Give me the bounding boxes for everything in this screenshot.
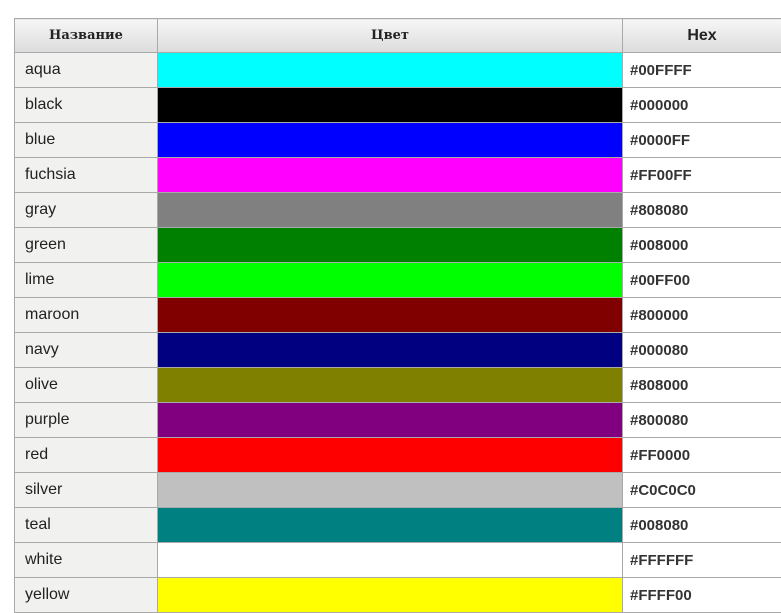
- table-row: [15, 123, 781, 158]
- color-table-container: [14, 18, 781, 613]
- table-row: [15, 403, 781, 438]
- table-header-row: [15, 19, 781, 53]
- color-name-cell: aqua: [15, 53, 158, 88]
- table-row: [15, 543, 781, 578]
- table-row: [15, 508, 781, 543]
- color-swatch-cell: [158, 403, 623, 438]
- header-name: Название: [15, 19, 158, 53]
- color-swatch-cell: [158, 473, 623, 508]
- color-hex-cell: #00FFFF: [623, 53, 781, 88]
- color-swatch-cell: [158, 263, 623, 298]
- color-hex-cell: #800000: [623, 298, 781, 333]
- color-hex-cell: #00FF00: [623, 263, 781, 298]
- color-table: [14, 18, 781, 613]
- color-swatch-cell: [158, 228, 623, 263]
- color-swatch-cell: [158, 368, 623, 403]
- color-hex-cell: #808000: [623, 368, 781, 403]
- color-name-cell: silver: [15, 473, 158, 508]
- table-row: [15, 473, 781, 508]
- color-swatch-cell: [158, 438, 623, 473]
- color-name-cell: maroon: [15, 298, 158, 333]
- color-name-cell: green: [15, 228, 158, 263]
- color-name-cell: yellow: [15, 578, 158, 613]
- color-hex-cell: #FFFFFF: [623, 543, 781, 578]
- color-hex-cell: #FFFF00: [623, 578, 781, 613]
- color-hex-cell: #008000: [623, 228, 781, 263]
- color-hex-cell: #000080: [623, 333, 781, 368]
- color-swatch-cell: [158, 158, 623, 193]
- table-row: [15, 578, 781, 613]
- table-row: [15, 88, 781, 123]
- color-swatch-cell: [158, 53, 623, 88]
- color-hex-cell: #000000: [623, 88, 781, 123]
- color-name-cell: teal: [15, 508, 158, 543]
- color-name-cell: lime: [15, 263, 158, 298]
- color-name-cell: red: [15, 438, 158, 473]
- color-name-cell: navy: [15, 333, 158, 368]
- color-name-cell: blue: [15, 123, 158, 158]
- color-swatch-cell: [158, 88, 623, 123]
- color-hex-cell: #FF00FF: [623, 158, 781, 193]
- table-row: [15, 158, 781, 193]
- table-row: [15, 438, 781, 473]
- table-row: [15, 368, 781, 403]
- color-swatch-cell: [158, 543, 623, 578]
- table-row: [15, 53, 781, 88]
- color-hex-cell: #800080: [623, 403, 781, 438]
- header-color: Цвет: [158, 19, 623, 53]
- color-swatch-cell: [158, 298, 623, 333]
- table-row: [15, 298, 781, 333]
- color-swatch-cell: [158, 333, 623, 368]
- color-name-cell: black: [15, 88, 158, 123]
- color-hex-cell: #C0C0C0: [623, 473, 781, 508]
- table-row: [15, 228, 781, 263]
- color-name-cell: fuchsia: [15, 158, 158, 193]
- color-swatch-cell: [158, 508, 623, 543]
- table-row: [15, 263, 781, 298]
- color-name-cell: olive: [15, 368, 158, 403]
- table-row: [15, 333, 781, 368]
- table-row: [15, 193, 781, 228]
- color-swatch-cell: [158, 578, 623, 613]
- color-swatch-cell: [158, 193, 623, 228]
- color-name-cell: purple: [15, 403, 158, 438]
- color-hex-cell: #0000FF: [623, 123, 781, 158]
- header-hex: Hex: [623, 19, 781, 53]
- color-hex-cell: #FF0000: [623, 438, 781, 473]
- color-swatch-cell: [158, 123, 623, 158]
- color-hex-cell: #008080: [623, 508, 781, 543]
- color-name-cell: white: [15, 543, 158, 578]
- color-name-cell: gray: [15, 193, 158, 228]
- table-body: [15, 53, 781, 613]
- color-hex-cell: #808080: [623, 193, 781, 228]
